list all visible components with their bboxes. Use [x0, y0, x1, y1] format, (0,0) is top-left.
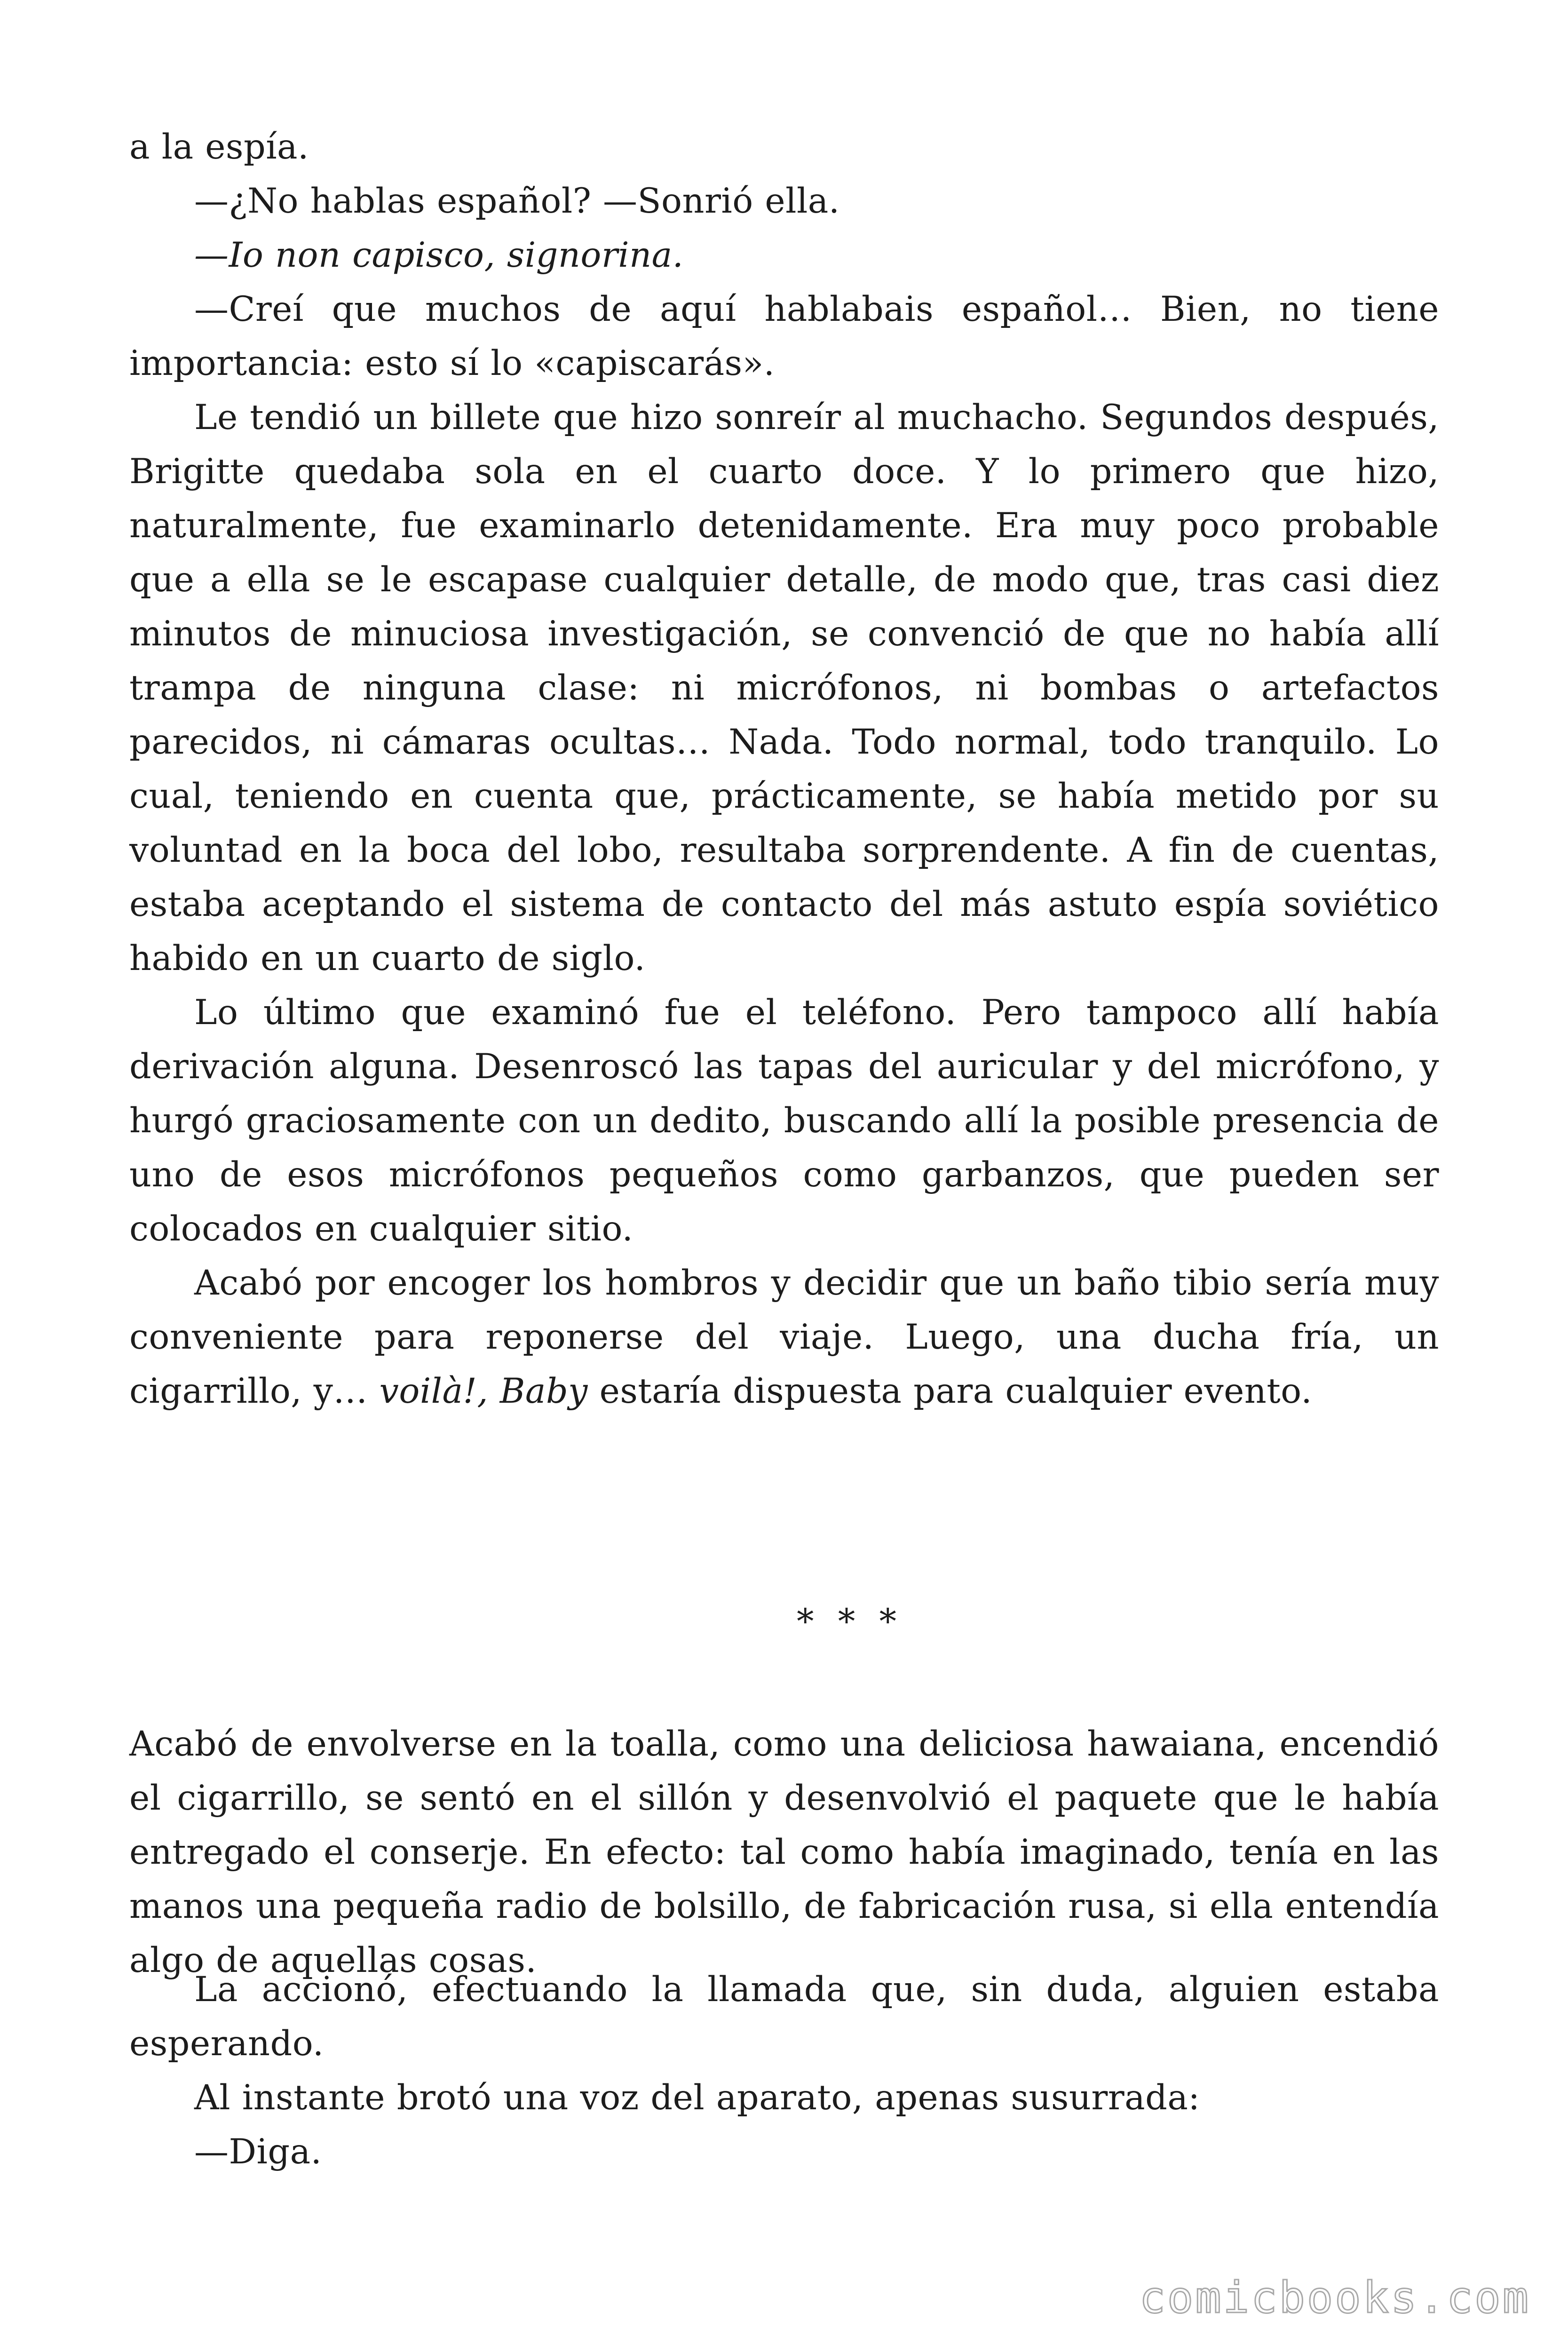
text-block-lower-cont [129, 1963, 1439, 2071]
paragraph: Lo último que examinó fue el teléfono. Pero tampoco allí había derivación alguna. Desenroscó las tapas del auricular y del micrófono, y hurgó graciosamente con un dedito, buscando allí la posible presencia de uno de esos micrófonos pequeños como garbanzos, que pueden ser colocados en cualquier sitio. [129, 993, 1439, 1249]
paragraph: Al instante brotó una voz del aparato, apenas susurrada: [194, 2078, 1200, 2118]
paragraph-text: estaría dispuesta para cualquier evento. [587, 1371, 1313, 1411]
paragraph [129, 1256, 1439, 1418]
section-separator: * * * [797, 1602, 903, 1642]
italic-text: —Io non capisco, signorina. [194, 235, 684, 275]
text-block-lower-end [129, 2071, 1439, 2179]
paragraph-text: Acabó por encoger los hombros y decidir que un baño tibio sería muy conveniente para reponerse del viaje. Luego, una ducha fría, un cigarrillo, y… [129, 1263, 1439, 1411]
dialogue-line: —¿No hablas español? —Sonrió ella. [194, 181, 840, 221]
text-block-upper [129, 120, 1439, 1418]
paragraph: La accionó, efectuando la llamada que, sin duda, alguien estaba esperando. [129, 1970, 1439, 2064]
paragraph: Le tendió un billete que hizo sonreír al muchacho. Segundos después, Brigitte quedaba sola en el cuarto doce. Y lo primero que hizo, naturalmente, fue examinarlo detenidamente. Era muy poco probable que a ella se le escapase cualquier detalle, de modo que, tras casi diez minutos de minuciosa investigación, se convenció de que no había allí trampa de ninguna clase: ni micrófonos, ni bombas o artefactos parecidos, ni cámaras ocultas… Nada. Todo normal, todo tranquilo. Lo cual, teniendo en cuenta que, prácticamente, se había metido por su voluntad en la boca del lobo, resultaba sorprendente. A fin de cuentas, estaba aceptando el sistema de contacto del más astuto espía soviético habido en un cuarto de siglo. [129, 397, 1439, 978]
paragraph: a la espía. [129, 127, 309, 167]
dialogue-line: —Diga. [194, 2132, 322, 2172]
text-block-lower [129, 1717, 1439, 1987]
italic-text: voilà!, Baby [379, 1371, 588, 1411]
watermark-logo: comicbooks.com [1139, 2273, 1530, 2323]
dialogue-line-italic [129, 228, 1439, 282]
dialogue-line: —Creí que muchos de aquí hablabais español… Bien, no tiene importancia: esto sí lo «capiscarás». [129, 289, 1439, 383]
paragraph: Acabó de envolverse en la toalla, como una deliciosa hawaiana, encendió el cigarrillo, se sentó en el sillón y desenvolvió el paquete que le había entregado el conserje. En efecto: tal como había imaginado, tenía en las manos una pequeña radio de bolsillo, de fabricación rusa, si ella entendía algo de aquellas cosas. [129, 1724, 1439, 1980]
